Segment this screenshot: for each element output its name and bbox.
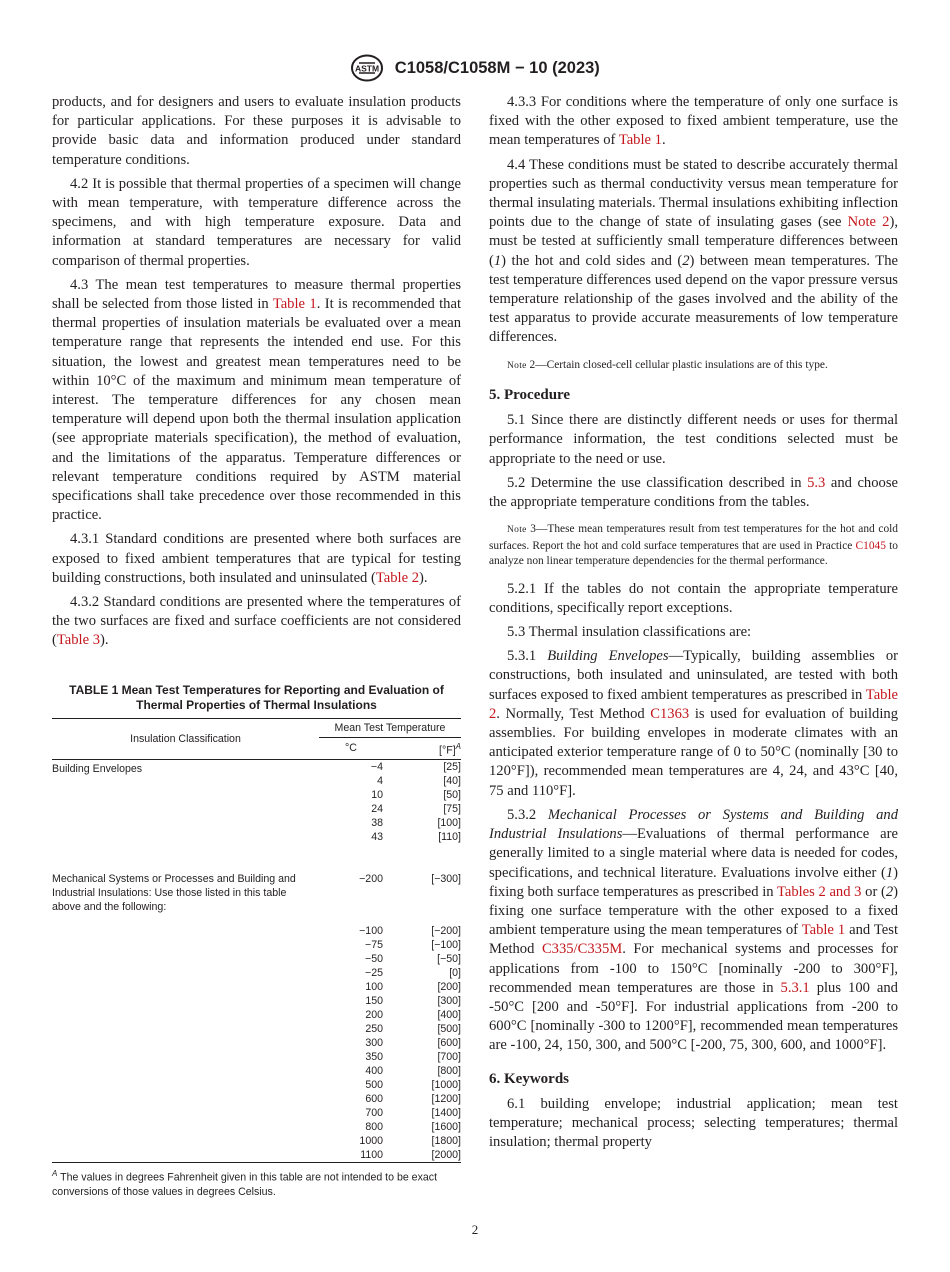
cell-fahrenheit: [1600] (431, 1121, 461, 1134)
cell-classification (52, 1106, 319, 1120)
table-row (52, 760, 461, 775)
cell-celsius: 24 (371, 803, 383, 816)
cell-fahrenheit: [110] (438, 831, 461, 844)
cell-celsius: 4 (377, 775, 383, 788)
cell-celsius: 100 (365, 981, 383, 994)
cell-celsius: −4 (370, 761, 383, 774)
table-row (52, 1008, 461, 1022)
cell-fahrenheit: [500] (437, 1023, 461, 1036)
table-row (52, 980, 461, 994)
paragraph-5-1: 5.1 Since there are distinctly different needs or uses for thermal performance information, the test conditions selected must be appropriate to the need or use. (489, 412, 898, 467)
cell-classification (52, 1148, 319, 1162)
page-header (0, 54, 950, 82)
table-row (52, 966, 461, 980)
table-spacer (52, 844, 461, 858)
cell-fahrenheit: [50] (443, 789, 461, 802)
table-row (52, 952, 461, 966)
table-row (52, 924, 461, 938)
paragraph-4-4: 4.4 These conditions must be stated to describe accurately thermal properties such as thermal conductivity versus mean temperature for thermal insulating materials. Thermal insulations exhibiting inflection points due to the change of state of insulating gases (see Note 2), must be tested at sufficiently small temperature differences between (1) the hot and cold sides and (2) between mean temperatures. The test temperature differences used depend on the vapor pressure versus temperature relationship of the gases involved and the ability of the test apparatus to provide accurate measurements of low temperature differences. (489, 156, 898, 346)
link-c1045[interactable]: C1045 (855, 539, 886, 552)
paragraph-6-1: 6.1 building envelope; industrial application; mean test temperature; mechanical process; selecting temperatures; thermal insulation; thermal property (489, 1095, 898, 1150)
cell-celsius: 1000 (359, 1135, 383, 1148)
right-column (489, 93, 898, 1157)
link-c1363[interactable]: C1363 (650, 705, 690, 722)
cell-classification (52, 1008, 319, 1022)
cell-classification (52, 1022, 319, 1036)
cell-celsius: 800 (365, 1121, 383, 1134)
cell-classification (52, 1064, 319, 1078)
link-c335[interactable]: C335/C335M (541, 941, 623, 958)
table-row (52, 994, 461, 1008)
table-row (52, 872, 461, 924)
cell-fahrenheit: [−300] (431, 873, 461, 886)
cell-celsius: 1100 (360, 1149, 383, 1162)
section-heading-keywords: 6. Keywords (489, 1070, 569, 1087)
column-header-classification: Insulation Classification (52, 718, 319, 760)
cell-celsius: −200 (359, 873, 383, 886)
table-1-body (52, 760, 461, 1163)
cell-classification (52, 1050, 319, 1064)
cell-celsius: 300 (365, 1037, 383, 1050)
cell-fahrenheit: [−200] (431, 925, 461, 938)
cell-celsius: 350 (365, 1051, 383, 1064)
cell-celsius: 600 (365, 1093, 383, 1106)
cell-classification (52, 1078, 319, 1092)
link-table-2[interactable]: Table 2 (489, 686, 898, 722)
table-1-rule (52, 1162, 461, 1163)
link-note-2[interactable]: Note 2 (847, 214, 890, 231)
table-row (52, 1078, 461, 1092)
cell-celsius: −50 (365, 953, 383, 966)
table-row (52, 1064, 461, 1078)
link-table-1[interactable]: Table 1 (272, 296, 317, 313)
cell-classification (52, 1092, 319, 1106)
cell-classification: Building Envelopes (52, 763, 143, 776)
cell-fahrenheit: [2000] (431, 1149, 461, 1162)
cell-fahrenheit: [1400] (431, 1107, 461, 1120)
cell-classification (52, 1120, 319, 1134)
cell-fahrenheit: [100] (437, 817, 461, 830)
cell-fahrenheit: [400] (437, 1009, 461, 1022)
column-header-celsius: °C (345, 742, 357, 755)
section-heading-procedure: 5. Procedure (489, 387, 571, 404)
paragraph-4-2: 4.2 It is possible that thermal properties of a specimen will change with mean temperature, with temperature difference across the specimens, and with high temperature exposure. Data and information at standard temperatures are necessary for valid comparison of thermal properties. (52, 175, 461, 269)
table-row (52, 1148, 461, 1162)
document-designation: C1058/C1058M − 10 (2023) (394, 59, 600, 77)
cell-fahrenheit: [−100] (431, 939, 461, 952)
logo-text: ASTM (355, 63, 380, 74)
table-row (52, 1106, 461, 1120)
paragraph-5-2-1: 5.2.1 If the tables do not contain the appropriate temperature conditions, specifically report exceptions. (489, 580, 898, 616)
cell-fahrenheit: [−50] (437, 953, 461, 966)
table-spacer (52, 858, 461, 872)
table-row (52, 1092, 461, 1106)
cell-fahrenheit: [1200] (431, 1093, 461, 1106)
cell-classification (52, 966, 319, 980)
cell-fahrenheit: [600] (437, 1037, 461, 1050)
left-column (52, 93, 461, 1199)
cell-classification (52, 1134, 319, 1148)
cell-celsius: 150 (365, 995, 383, 1008)
table-1-footnote: $^A$ The values in degrees Fahrenheit given in this table are not intended to be exact conversions of those values in degrees Celsius. (52, 1169, 438, 1198)
cell-fahrenheit: [800] (437, 1065, 461, 1078)
column-header-mean-temperature: Mean Test Temperature (319, 718, 461, 737)
cell-celsius: −25 (365, 967, 383, 980)
cell-classification (52, 924, 319, 938)
cell-celsius: 10 (371, 789, 383, 802)
cell-fahrenheit: [40] (443, 775, 461, 788)
page-number: 2 (471, 1222, 479, 1237)
link-tables-2-and-3[interactable]: Tables 2 and 3 (776, 883, 862, 900)
cell-classification (52, 952, 319, 966)
paragraph-5-2: 5.2 Determine the use classification described in 5.3 and choose the appropriate temperature conditions from the tables. (489, 474, 898, 510)
link-table-2[interactable]: Table 2 (375, 569, 420, 586)
cell-classification (52, 980, 319, 994)
cell-fahrenheit: [200] (437, 981, 461, 994)
paragraph-intro: products, and for designers and users to evaluate insulation products for particular applications. For these purposes it is advisable to provide basic data and information produced under standard temperature conditions. (52, 94, 461, 168)
cell-fahrenheit: [25] (443, 761, 461, 774)
note-3: Note 3—These mean temperatures result from test temperatures for the hot and cold surfaces. Report the hot and cold surface temperatures that are used in Practice C1045 to analyze non linear temperature dependencies for the thermal performance. (489, 523, 898, 568)
table-1 (52, 718, 461, 1163)
cell-celsius: 250 (365, 1023, 383, 1036)
link-table-1[interactable]: Table 1 (801, 922, 846, 939)
table-row (52, 938, 461, 952)
paragraph-5-3-2: 5.3.2 Mechanical Processes or Systems and Building and Industrial Insulations—Evaluations of thermal performance are generally limited to a single material where data is needed for codes, specifications, and technical literature. Evaluations involve either (1) fixing both surface temperatures as prescribed in Tables 2 and 3 or (2) fixing one surface temperature with the other exposed to a fixed ambient temperature using the mean temperatures of Table 1 and Test Method C335/C335M. For mechanical systems and processes for applications from -100 to 150°C [nominally -200 to 300°F], recommended mean temperatures are those in 5.3.1 plus 100 and -50°C [200 and -50°F]. For industrial applications from -200 to 600°C [nominally -300 to 1200°F], recommended mean temperatures are -100, 24, 150, 300, and 500°C [-200, 75, 300, 600, and 1000°F]. (489, 806, 898, 1054)
cell-celsius: 200 (365, 1009, 383, 1022)
paragraph-5-3-1: 5.3.1 Building Envelopes—Typically, building assemblies or constructions, both insulated and uninsulated, are tested with both surfaces exposed to fixed ambient temperatures as prescribed in Table 2. Normally, Test Method C1363 is used for evaluation of building assemblies. For building envelopes in moderate climates with an anticipated exterior temperature range of 0 to 50°C (nominally [30 to 120°F]), recommended mean temperatures are 4, 24, and 43°C [40, 75 and 110°F]. (489, 648, 899, 799)
cell-celsius: 400 (365, 1065, 383, 1078)
cell-fahrenheit: [1000] (431, 1079, 461, 1092)
table-row (52, 1050, 461, 1064)
paragraph-5-3: 5.3 Thermal insulation classifications are: (507, 624, 752, 641)
paragraph-4-3: 4.3 The mean test temperatures to measure thermal properties shall be selected from those listed in Table 1. It is recommended that thermal properties of insulation materials be evaluated over a mean temperature range that represents the intended end use. For this situation, the lowest and greatest mean temperatures need to be within 10°C of the maximum and minimum mean temperature of interest. The temperature differences for any chosen mean temperature will depend upon both the thermal insulation application (see appropriate materials specification), the method of evaluation, and the limitations of the apparatus. Temperature differences or relevant temperature conditions required by ASTM material specifications shall take precedence over those recommended in this practice. (52, 276, 462, 524)
cell-fahrenheit: [700] (437, 1051, 461, 1064)
link-table-3[interactable]: Table 3 (56, 632, 101, 649)
cell-classification (52, 994, 319, 1008)
cell-celsius: 43 (371, 831, 383, 844)
cell-celsius: 38 (371, 817, 383, 830)
table-row (52, 1120, 461, 1134)
cell-classification: Mechanical Systems or Processes and Building and Industrial Insulations: Use those listed in this table above and the following: (52, 873, 296, 914)
cell-classification (52, 1036, 319, 1050)
cell-celsius: 500 (365, 1079, 383, 1092)
cell-celsius: −75 (365, 939, 383, 952)
cell-celsius: 700 (365, 1107, 383, 1120)
table-row (52, 1022, 461, 1036)
note-2: Note 2—Certain closed-cell cellular plastic insulations are of this type. (507, 358, 828, 371)
table-1-caption: TABLE 1 Mean Test Temperatures for Reporting and Evaluation of Thermal Properties of Thermal Insulations (69, 682, 444, 712)
column-header-fahrenheit: $[^\circ F]^A$ (439, 741, 461, 757)
cell-classification (52, 938, 319, 952)
table-row (52, 1134, 461, 1148)
cell-fahrenheit: [1800] (431, 1135, 461, 1148)
link-table-1[interactable]: Table 1 (618, 132, 662, 149)
paragraph-4-3-1: 4.3.1 Standard conditions are presented where both surfaces are exposed to fixed ambient temperatures that are typical for testing building constructions, both insulated and uninsulated (Table 2). (52, 531, 461, 586)
paragraph-4-3-2: 4.3.2 Standard conditions are presented where the temperatures of the two surfaces are fixed and surface coefficients are not considered (Table 3). (52, 594, 461, 649)
cell-fahrenheit: [300] (437, 995, 461, 1008)
paragraph-4-3-3: 4.3.3 For conditions where the temperature of only one surface is fixed with the other exposed to fixed ambient temperature, use the mean temperatures of Table 1. (489, 94, 898, 149)
cell-fahrenheit: [0] (449, 967, 461, 980)
link-section-5-3-1[interactable]: 5.3.1 (780, 979, 810, 996)
cell-celsius: −100 (359, 925, 383, 938)
table-row (52, 1036, 461, 1050)
link-section-5-3[interactable]: 5.3 (807, 474, 826, 491)
cell-fahrenheit: [75] (443, 803, 461, 816)
astm-logo-icon (350, 54, 384, 82)
